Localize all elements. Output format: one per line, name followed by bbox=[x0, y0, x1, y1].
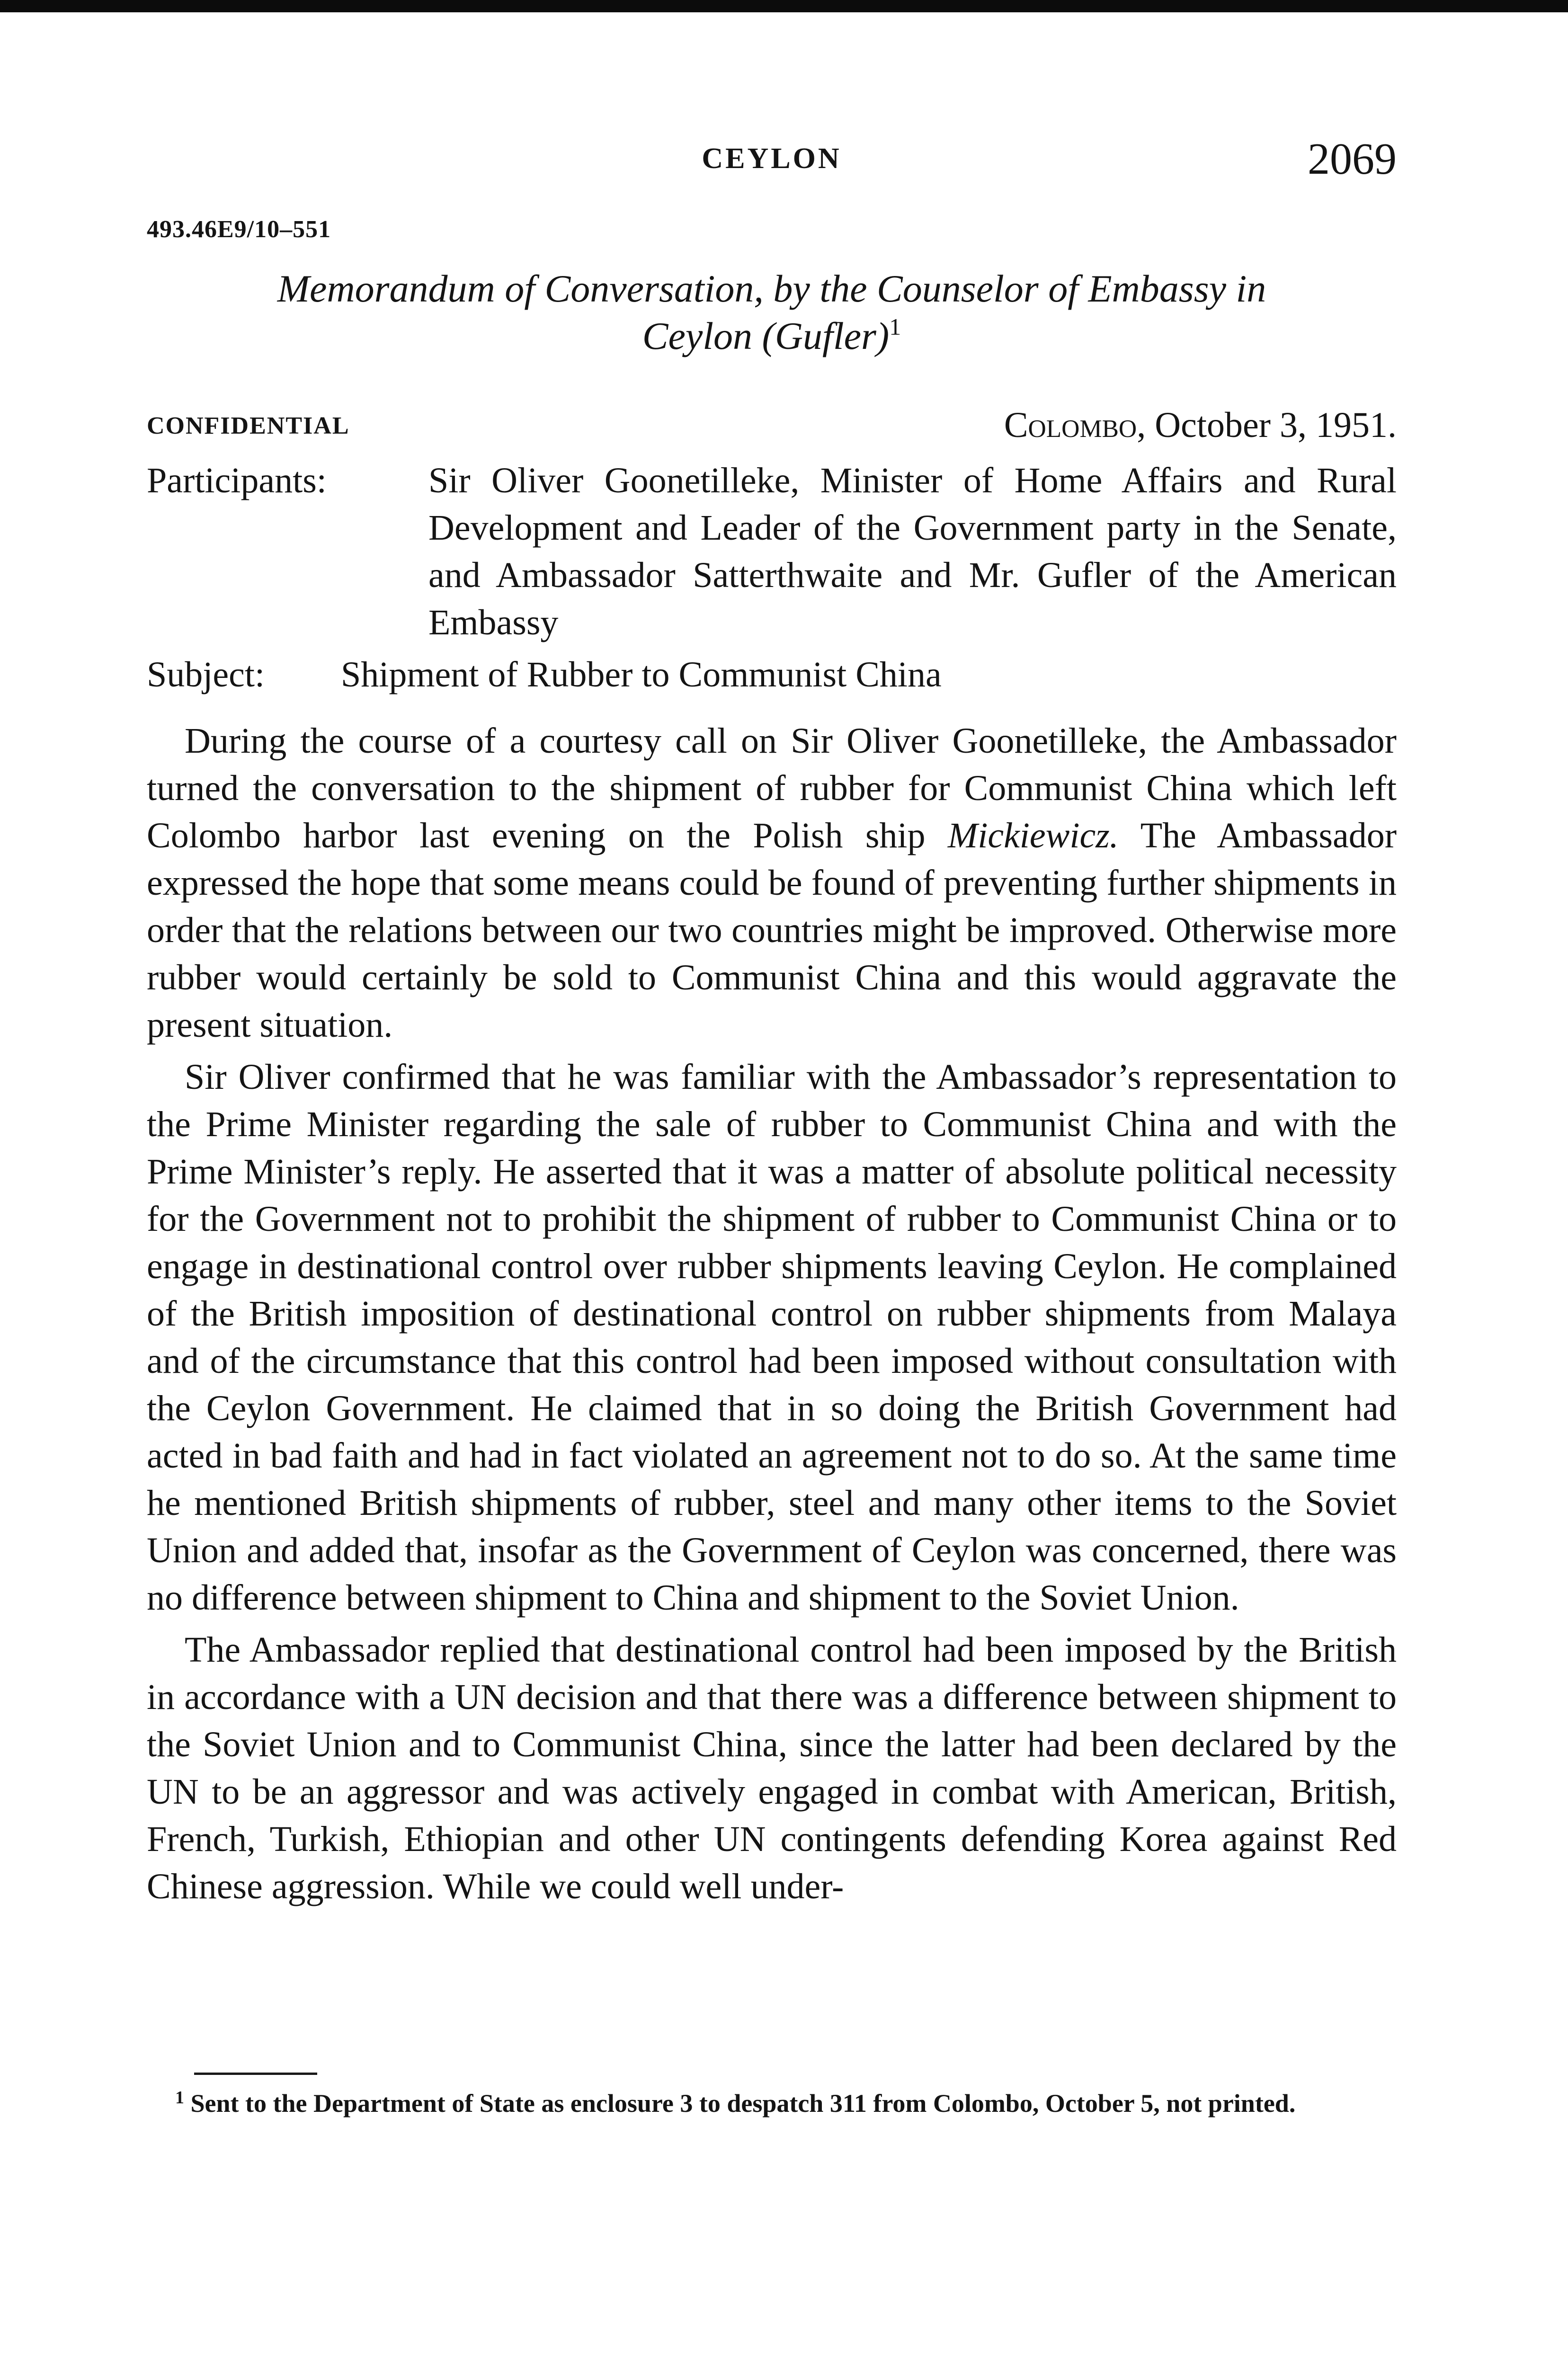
dateline-date: October 3, 1951. bbox=[1155, 405, 1397, 445]
body-paragraph-2: Sir Oliver confirmed that he was familiar with the Ambassador’s representation to the Prime Minister regarding the sale of rubber to Communist China and with the Prime Minister’s reply. He asserted that it was a matter of absolute political necessity for the Government not to prohibit the shipment of rubber to Communist China or to engage in destinational control over rubber shipments leaving Ceylon. He complained of the British imposition of destinational control on rubber shipments from Malaya and of the circumstance that this control had been imposed without consultation with the Ceylon Government. He claimed that in so doing the British Government had acted in bad faith and had in fact violated an agreement not to do so. At the same time he mentioned British shipments of rubber, steel and many other items to the Soviet Union and added that, insofar as the Government of Ceylon was concerned, there was no difference between shipment to China and shipment to the Soviet Union. bbox=[147, 1057, 1397, 1618]
page-top-edge bbox=[0, 0, 1568, 12]
page-number: 2069 bbox=[1308, 134, 1397, 184]
footnote-marker: 1 bbox=[175, 2088, 184, 2108]
dateline bbox=[1004, 405, 1397, 446]
participants-label: Participants: bbox=[147, 461, 327, 500]
dateline-place: Colombo, bbox=[1004, 405, 1146, 445]
body-paragraph-1-start: During the course of a courtesy call on Sir Oliver Goonetilleke, the Ambassador turned the conversation to the shipment of rubber for Communist China which left Colombo harbor last evening on the Polish ship bbox=[147, 721, 1397, 855]
memo-body bbox=[147, 717, 1397, 1915]
footnote-text: Sent to the Department of State as enclosure 3 to despatch 311 from Colombo, October 5, not printed. bbox=[190, 2089, 1296, 2118]
document-title bbox=[147, 265, 1397, 360]
title-line-2 bbox=[147, 312, 1397, 360]
participants-row bbox=[147, 457, 1397, 646]
running-title: CEYLON bbox=[702, 142, 842, 175]
body-paragraph-1 bbox=[147, 717, 1397, 1049]
body-paragraph-1-end: The Ambassador expressed the hope that some means could be found of preventing further shipments in order that the relations between our two countries might be improved. Otherwise more rubber would certainly be sold to Communist China and this would aggravate the present situation. bbox=[147, 816, 1397, 1045]
title-line-1: Memorandum of Conversation, by the Counselor of Embassy in bbox=[277, 267, 1266, 310]
title-footnote-ref: 1 bbox=[889, 313, 901, 340]
participants-text: Sir Oliver Goonetilleke, Minister of Home Affairs and Rural Development and Leader of the Government party in the Senate, and Ambassador Satterthwaite and Mr. Gufler of the American Embassy bbox=[428, 461, 1397, 642]
subject-row bbox=[147, 651, 1397, 698]
classification-label: CONFIDENTIAL bbox=[147, 412, 350, 439]
memo-metadata bbox=[147, 457, 1397, 698]
running-header bbox=[147, 133, 1397, 186]
title-line-2-text: Ceylon (Gufler) bbox=[642, 314, 890, 357]
footnote bbox=[147, 2088, 1397, 2119]
file-number: 493.46E9/10–551 bbox=[147, 216, 331, 243]
subject-label: Subject: bbox=[147, 655, 265, 694]
body-paragraph-3: The Ambassador replied that destinational control had been imposed by the British in accordance with a UN decision and that there was a difference between shipment to the Soviet Union and to Communist China, since the latter had been declared by the UN to be an aggressor and was actively engaged in combat with American, British, French, Turkish, Ethiopian and other UN contingents defending Korea against Red Chinese aggression. While we could well under- bbox=[147, 1630, 1397, 1906]
subject-text: Shipment of Rubber to Communist China bbox=[341, 655, 942, 694]
footnote-divider bbox=[194, 2073, 317, 2075]
ship-name: Mickiewicz. bbox=[947, 816, 1119, 855]
